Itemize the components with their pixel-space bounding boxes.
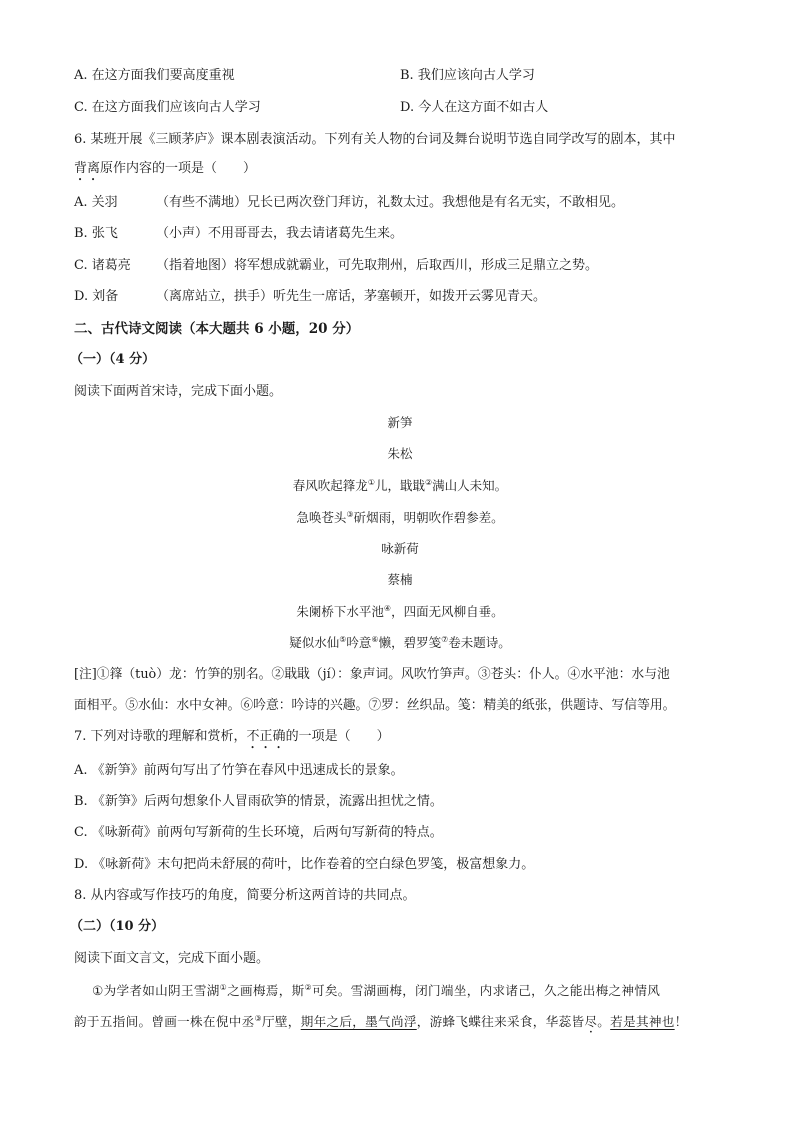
text: ！: [674, 1014, 688, 1029]
poem2-author: 蔡楠: [387, 572, 413, 587]
note-ref: ⑤: [339, 634, 347, 644]
q7-option-b: B. 《新笋》后两句想象仆人冒雨砍笋的情景，流露出担忧之情。: [74, 794, 443, 809]
poem1-line1: [0, 477, 800, 495]
option-label: B. 张飞: [74, 226, 118, 241]
option-label: A. 关羽: [74, 195, 118, 210]
emphasis-word: 不正确: [246, 729, 286, 744]
q5-option-b: B. 我们应该向古人学习: [400, 68, 535, 83]
text: 之画梅焉，斯: [227, 983, 305, 998]
notes-line-1: [注]①箨（tuò）龙：竹笋的别名。②戢戢（jí）：象声词。风吹竹笋声。③苍头：仆人。④水平池：水与池: [74, 667, 670, 682]
text: 卷未题诗。: [448, 635, 511, 650]
poem1-title: 新笋: [387, 415, 413, 430]
notes-line-2: 面相平。⑤水仙：水中女神。⑥吟意：吟诗的兴趣。⑦罗：丝织品。笺：精美的纸张，供题诗、写信等用。: [74, 698, 676, 713]
note-ref: ④: [383, 603, 392, 613]
part-two-intro: 阅读下面文言文，完成下面小题。: [74, 951, 270, 966]
text: ①为学者如山阴王雪湖: [92, 983, 220, 998]
text: ，四面无风柳自垂。: [391, 604, 504, 619]
note-ref: ①: [219, 982, 228, 992]
option-text: （小声）不用哥哥去，我去请诸葛先生来。: [156, 226, 404, 241]
note-ref: ③: [254, 1013, 262, 1023]
text: 春风吹起箨龙: [292, 478, 368, 493]
text: ，游蜂飞蝶往来采食，华蕊皆: [416, 1014, 585, 1029]
text: 吟意: [346, 635, 372, 650]
passage-line-2: [74, 1013, 688, 1036]
text: 。: [597, 1014, 611, 1029]
text: 可矣。雪湖画梅，闭门端坐，内求诸己，久之能出梅之神情风: [311, 983, 661, 998]
text: 懒，碧罗笺: [378, 635, 442, 650]
q6-option-d: [74, 288, 546, 306]
q6-option-a: [74, 194, 624, 212]
text: 朱阑桥下水平池: [296, 604, 384, 619]
underlined-phrase: 期年之后，墨气尚浮: [300, 1014, 417, 1029]
option-label: C. 诸葛亮: [74, 258, 131, 273]
note-ref: ⑦: [441, 634, 449, 644]
underlined-phrase: 若是其神也: [610, 1014, 675, 1029]
poem2-line1: [0, 603, 800, 621]
note-ref: ①: [367, 477, 375, 487]
text: 的一项是（ ）: [285, 729, 390, 744]
poem2-line2: [0, 634, 800, 652]
emphasis-word: 尽: [584, 1014, 598, 1029]
part-one-intro: 阅读下面两首宋诗，完成下面小题。: [74, 384, 283, 399]
text: 疑似水仙: [289, 635, 340, 650]
part-two-heading: （二）（10 分）: [70, 919, 165, 934]
q6-option-c: [74, 257, 598, 275]
emphasis-word: 背离: [74, 161, 101, 176]
q7-option-c: C. 《咏新荷》前两句写新荷的生长环境，后两句写新荷的特点。: [74, 825, 443, 840]
option-text: （指着地图）将军想成就霸业，可先取荆州，后取西川，形成三足鼎立之势。: [156, 258, 599, 273]
text: 儿，戢戢: [374, 478, 425, 493]
poem1-line2: [0, 509, 800, 527]
option-text: （有些不满地）兄长已两次登门拜访，礼数太过。我想他是有名无实，不敢相见。: [156, 195, 625, 210]
note-ref: ③: [346, 509, 354, 519]
text: 急唤苍头: [296, 510, 347, 525]
text: 斫烟雨，明朝吹作碧参差。: [353, 510, 504, 525]
q5-option-a: A. 在这方面我们要高度重视: [74, 68, 235, 83]
passage-line-1: [92, 982, 660, 1000]
poem2-title: 咏新荷: [381, 541, 419, 556]
q7-option-d: D. 《咏新荷》末句把尚未舒展的荷叶，比作卷着的空白绿色罗笺，极富想象力。: [74, 857, 535, 872]
text: 满山人未知。: [432, 478, 508, 493]
q6-stem-tail: 原作内容的一项是（ ）: [100, 161, 257, 176]
poem1-author: 朱松: [387, 446, 413, 461]
q7-option-a: A. 《新笋》前两句写出了竹笋在春风中迅速成长的景象。: [74, 763, 404, 778]
q5-option-c: C. 在这方面我们应该向古人学习: [74, 100, 261, 115]
q8-stem: 8. 从内容或写作技巧的角度，简要分析这两首诗的共同点。: [74, 888, 416, 903]
q6-option-b: [74, 225, 403, 243]
text: 厅壁，: [262, 1014, 301, 1029]
q6-stem-cont: [74, 160, 256, 184]
q7-stem: [74, 728, 390, 752]
option-label: D. 刘备: [74, 289, 119, 304]
option-text: （离席站立，拱手）听先生一席话，茅塞顿开，如拨开云雾见青天。: [156, 289, 547, 304]
text: 7. 下列对诗歌的理解和赏析，: [74, 729, 247, 744]
text: 韵于五指间。曾画一株在倪中丞: [74, 1014, 255, 1029]
part-one-heading: （一）（4 分）: [70, 352, 156, 367]
section-heading: 二、古代诗文阅读（本大题共 6 小题，20 分）: [74, 321, 360, 337]
note-ref: ⑥: [371, 634, 379, 644]
note-ref: ②: [425, 477, 433, 487]
q5-option-d: D. 今人在这方面不如古人: [400, 100, 549, 115]
q6-stem: 6. 某班开展《三顾茅庐》课本剧表演活动。下列有关人物的台词及舞台说明节选自同学改写的剧本，其中: [74, 132, 676, 147]
note-ref: ②: [304, 982, 312, 992]
